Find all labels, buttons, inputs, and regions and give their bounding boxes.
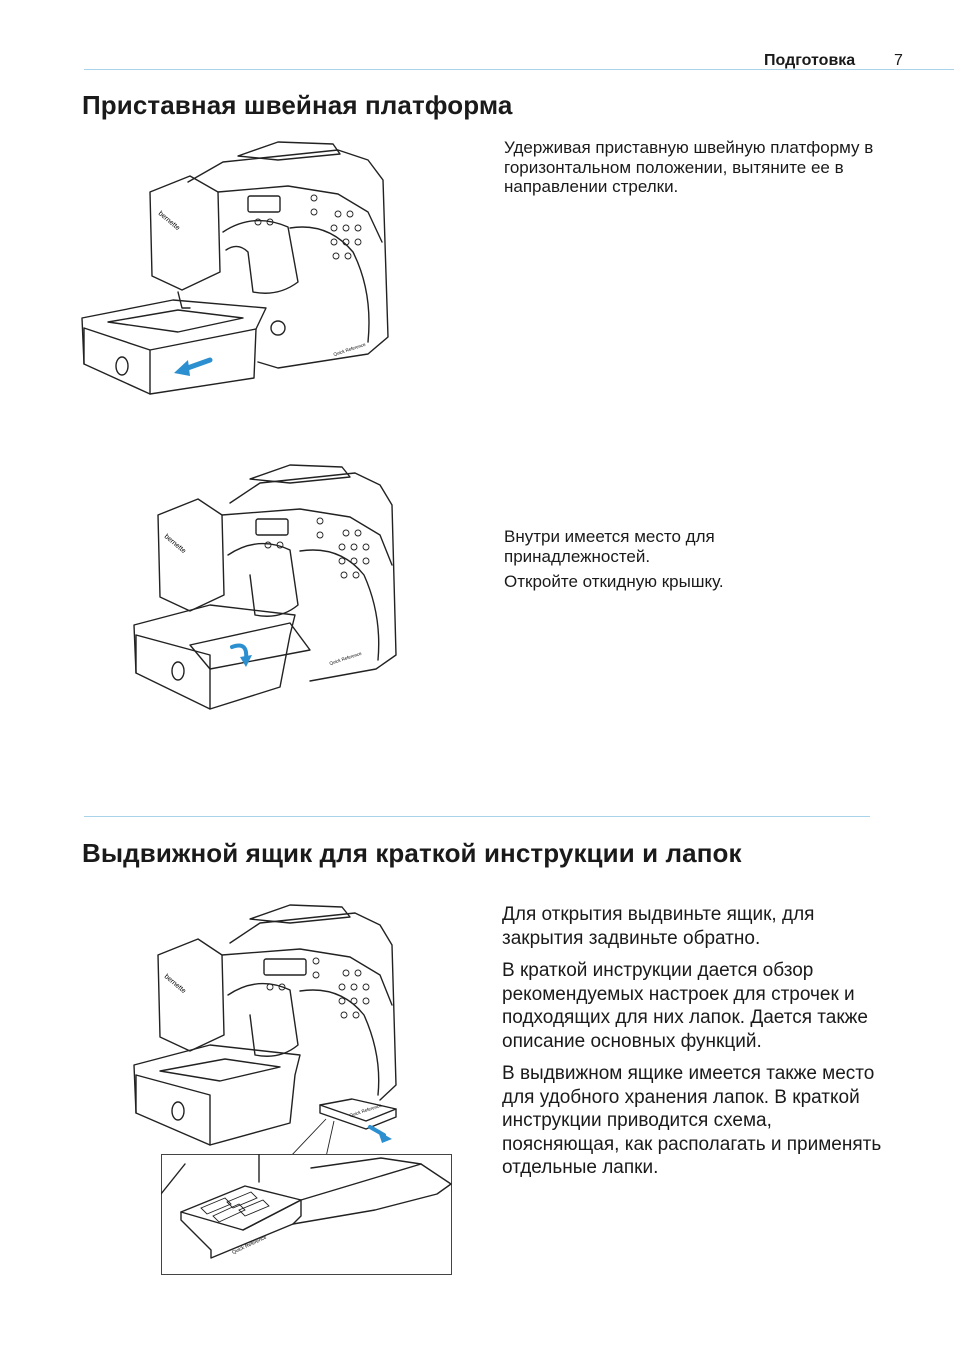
figure1-caption: Удерживая приставную швейную платформу в горизонтальном положении, вытяните ее в направлении стрелки. [504, 138, 874, 196]
drawer-label-3: Quick Reference [348, 1102, 383, 1118]
section-divider [84, 816, 870, 817]
machine-brand-label-2: bernette [162, 533, 187, 556]
figure-extension-table-removal [78, 132, 398, 402]
figure-accessory-compartment [130, 455, 410, 715]
drawer-label: Quick Reference [332, 341, 367, 357]
figure2-caption: Внутри имеется место для принадлежностей. Откройте откидную крышку. [504, 527, 724, 591]
section-title-drawer: Выдвижной ящик для краткой инструкции и лапок [82, 838, 742, 868]
header-section-title: Подготовка [764, 52, 856, 69]
drawer-label-2: Quick Reference [328, 650, 363, 666]
section-title-extension-table: Приставная швейная платформа [82, 90, 513, 120]
machine-brand-label: bernette [156, 210, 181, 233]
drawer-description: Для открытия выдвиньте ящик, для закрытия задвиньте обратно. В краткой инструкции дается обзор рекомендуемых настроек для строчек и подходящих для них лапок. Дается также описание основных функций. В выдвижном ящике имеется также место для удобного хранения лапок. В краткой инструкции приводится схема, поясняющая, как располагать и применять отдельные лапки. [502, 904, 882, 1178]
machine-brand-label-3: bernette [162, 973, 187, 996]
arrow-left-icon [174, 360, 190, 376]
figure-drawer-open [130, 895, 410, 1155]
figure-drawer-detail-inset [161, 1154, 453, 1276]
arrow-right-down-icon [378, 1131, 392, 1143]
page-number: 7 [894, 52, 903, 69]
inset-drawer-label: Quick Reference [231, 1234, 268, 1256]
